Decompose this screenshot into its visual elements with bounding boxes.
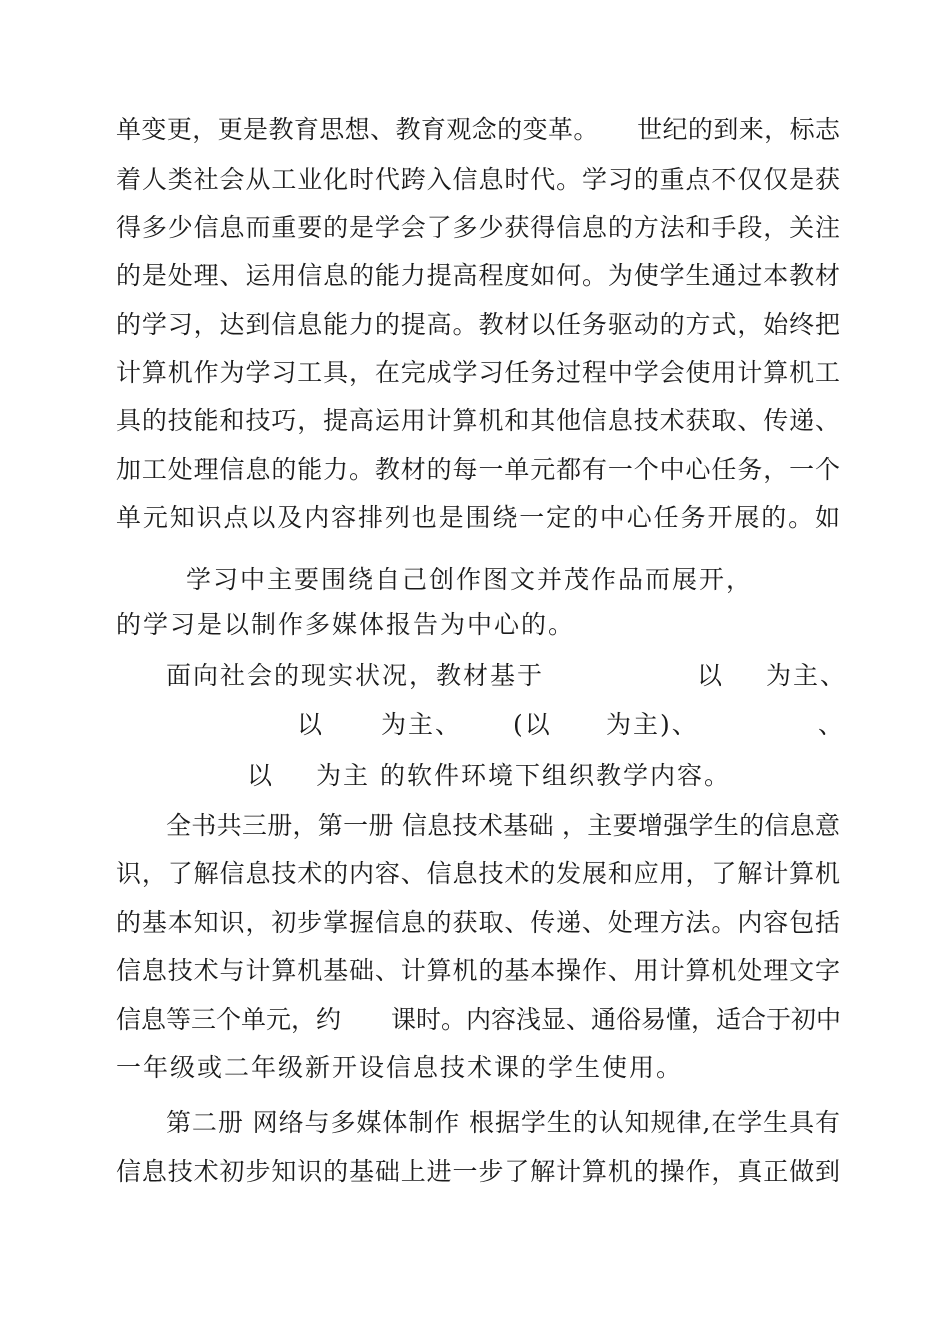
text-line: 的基本知识，初步掌握信息的获取、传递、处理方法。内容包括: [116, 908, 840, 937]
text-segment: 为主、: [381, 710, 463, 739]
text-line: 识，了解信息技术的内容、信息技术的发展和应用，了解计算机: [116, 859, 840, 888]
text-line: 加工处理信息的能力。教材的每一单元都有一个中心任务，一个: [116, 455, 840, 484]
text-line: 的学习，达到信息能力的提高。教材以任务驱动的方式，始终把: [116, 310, 840, 339]
text-line: 着人类社会从工业化时代跨入信息时代。学习的重点不仅仅是获: [116, 165, 840, 194]
text-segment: 为主)、: [606, 710, 699, 739]
text-line: 具的技能和技巧，提高运用计算机和其他信息技术获取、传递、: [116, 406, 840, 435]
text-segment: 以: [297, 710, 325, 739]
text-line: 单变更，更是教育思想、教育观念的变革。 世纪的到来，标志: [116, 115, 840, 144]
text-segment: 为主 的软件环境下组织教学内容。: [316, 761, 731, 790]
text-line: 全书共三册，第一册 信息技术基础 ，主要增强学生的信息意: [166, 811, 840, 840]
text-segment: 以: [697, 661, 725, 690]
text-line: 单元知识点以及内容排列也是围绕一定的中心任务开展的。如: [116, 503, 840, 532]
text-line: 信息技术初步知识的基础上进一步了解计算机的操作，真正做到: [116, 1157, 840, 1186]
text-line: 的是处理、运用信息的能力提高程度如何。为使学生通过本教材: [116, 261, 840, 290]
text-line: 的学习是以制作多媒体报告为中心的。: [116, 610, 576, 639]
text-line: 得多少信息而重要的是学会了多少获得信息的方法和手段，关注: [116, 213, 840, 242]
text-line: 一年级或二年级新开设信息技术课的学生使用。: [116, 1053, 684, 1082]
text-line: 学习中主要围绕自己创作图文并茂作品而展开，: [186, 565, 754, 594]
text-line: 计算机作为学习工具，在完成学习任务过程中学会使用计算机工: [116, 358, 840, 387]
text-line: 信息等三个单元，约 课时。内容浅显、通俗易懂，适合于初中: [116, 1005, 842, 1034]
text-line: 第二册 网络与多媒体制作 根据学生的认知规律,在学生具有: [166, 1108, 840, 1137]
text-segment: 、: [818, 710, 846, 739]
text-segment: 面向社会的现实状况，教材基于: [166, 661, 545, 690]
text-segment: 以: [247, 761, 275, 790]
text-segment: 为主、: [766, 661, 848, 690]
text-segment: (以: [513, 710, 552, 739]
text-line: 信息技术与计算机基础、计算机的基本操作、用计算机处理文字: [116, 956, 840, 985]
